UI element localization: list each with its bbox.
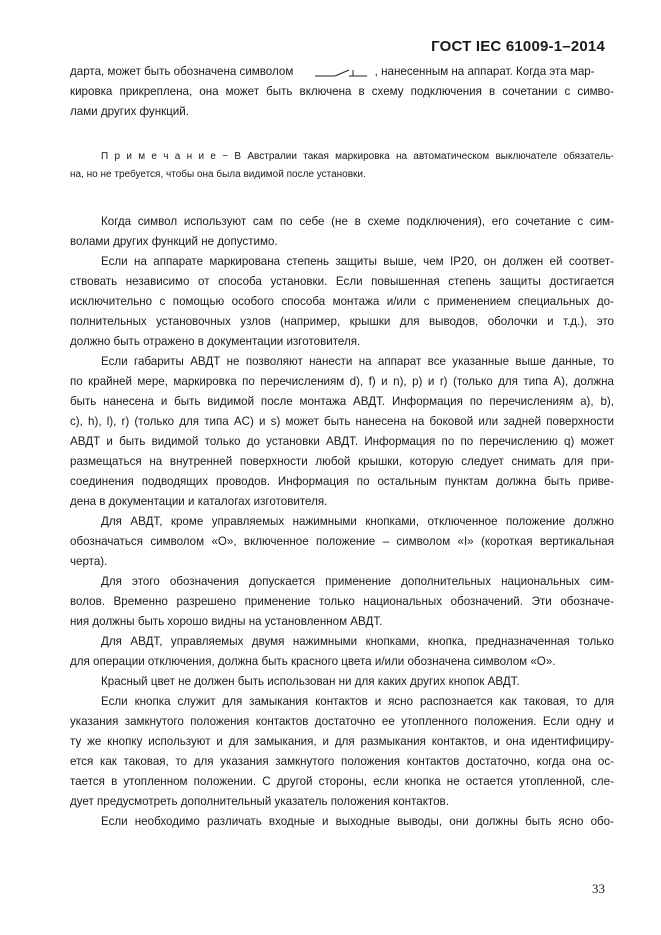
text-line: Если на аппарате маркирована степень защиты выше, чем IP20, он должен ей соответ- <box>101 255 614 268</box>
text-line: Для АВДТ, кроме управляемых нажимными кнопками, отключенное положение должно <box>101 515 614 528</box>
text-line: размещаться на внутренней поверхности любой крышки, которую следует снимать для при- <box>70 455 614 468</box>
text-line <box>70 62 614 82</box>
text-line: Для АВДТ, управляемых двумя нажимными кнопками, кнопка, предназначенная только <box>101 635 614 648</box>
text-line: Если габариты АВДТ не позволяют нанести на аппарат все указанные выше данные, то <box>101 355 614 368</box>
text-line: лами других функций. <box>70 105 189 118</box>
text-line: ствовать независимо от способа установки. Если повышенная степень защиты достигается <box>70 275 614 288</box>
note-line <box>70 148 614 166</box>
paragraph <box>70 812 614 832</box>
text-line: соединения подводящих проводов. Информация по остальным пунктам должна быть приве- <box>70 475 614 488</box>
text-line: обозначаться символом «O», включенное положение – символом «I» (короткая вертикальная <box>70 535 614 548</box>
text-line: ту же кнопку используют и для замыкания, и для размыкания контактов, и она идентифициру- <box>70 735 614 748</box>
text-line: АВДТ и быть видимой только до установки АВДТ. Информация по по перечислению q) может <box>70 435 614 448</box>
text-line: c), h), l), r) (только для типа AC) и s) может быть нанесена на боковой или задней поверхности <box>70 415 614 428</box>
paragraph <box>70 672 614 692</box>
text-line: волами других функций не допустимо. <box>70 235 278 248</box>
paragraph <box>70 352 614 512</box>
text-line: Красный цвет не должен быть использован ни для каких других кнопок АВДТ. <box>101 675 520 688</box>
text-line: указания замкнутого положения контактов достаточно ее утопленного положения. Если одну и <box>70 715 614 728</box>
switch-symbol-icon <box>309 66 371 78</box>
text-line: кировка прикреплена, она может быть включена в схему подключения в сочетании с симво- <box>70 85 614 98</box>
note-line: на, но не требуется, чтобы она была видимой после установки. <box>70 169 366 180</box>
text-line: дена в документации и каталогах изготовителя. <box>70 495 328 508</box>
text-line: быть нанесена и быть видимой после монтажа АВДТ. Информация по перечислениям a), b), <box>70 395 614 408</box>
text-line: волов. Временно разрешено применение только национальных обозначений. Эти обозначе- <box>70 595 614 608</box>
paragraph <box>70 512 614 572</box>
note-label: П р и м е ч а н и е <box>101 151 216 162</box>
text-line: Если кнопка служит для замыкания контактов и ясно распознается как таковая, то для <box>101 695 614 708</box>
text-line: черта). <box>70 555 108 568</box>
text-line: Когда символ используют сам по себе (не в схеме подключения), его сочетание с сим- <box>101 215 614 228</box>
text-line: дует предусмотреть дополнительный указатель положения контактов. <box>70 795 449 808</box>
text-line: должно быть отражено в документации изготовителя. <box>70 335 361 348</box>
text-line: ется как таковая, то для указания замкнутого положения контактов достаточно, когда она ос- <box>70 755 614 768</box>
paragraph <box>70 252 614 352</box>
text-line: исключительно с помощью особого способа монтажа и/или с применением специальных до- <box>70 295 614 308</box>
text-line: по крайней мере, маркировка по перечислениям d), f) и n), p) и r) (только для типа A), должна <box>70 375 614 388</box>
paragraph <box>70 212 614 252</box>
page-number: 33 <box>592 881 605 896</box>
note-block <box>70 148 614 184</box>
text-line: полнительных установочных узлов (например, крышки для выводов, оболочки и т.д.), это <box>70 315 614 328</box>
text-line: Для этого обозначения допускается применение дополнительных национальных сим- <box>101 575 614 588</box>
paragraph <box>70 632 614 672</box>
text-line: тается в утопленном положении. С другой стороны, если кнопка не остается утопленной, сле- <box>70 775 614 788</box>
text-line: ния должны быть хорошо видны на установленном АВДТ. <box>70 615 383 628</box>
text-fragment: дарта, может быть обозначена символом <box>70 65 294 78</box>
text-fragment: , нанесенным на аппарат. Когда эта мар- <box>374 65 595 78</box>
text-line: Если необходимо различать входные и выходные выводы, они должны быть ясно обо- <box>101 815 614 828</box>
document-header: ГОСТ IEC 61009-1–2014 <box>431 38 605 55</box>
paragraph <box>70 572 614 632</box>
note-text: − В Австралии такая маркировка на автоматическом выключателе обязатель- <box>215 151 615 162</box>
paragraph <box>70 692 614 812</box>
text-line: для операции отключения, должна быть красного цвета и/или обозначена символом «O». <box>70 655 556 668</box>
document-body <box>70 62 614 832</box>
